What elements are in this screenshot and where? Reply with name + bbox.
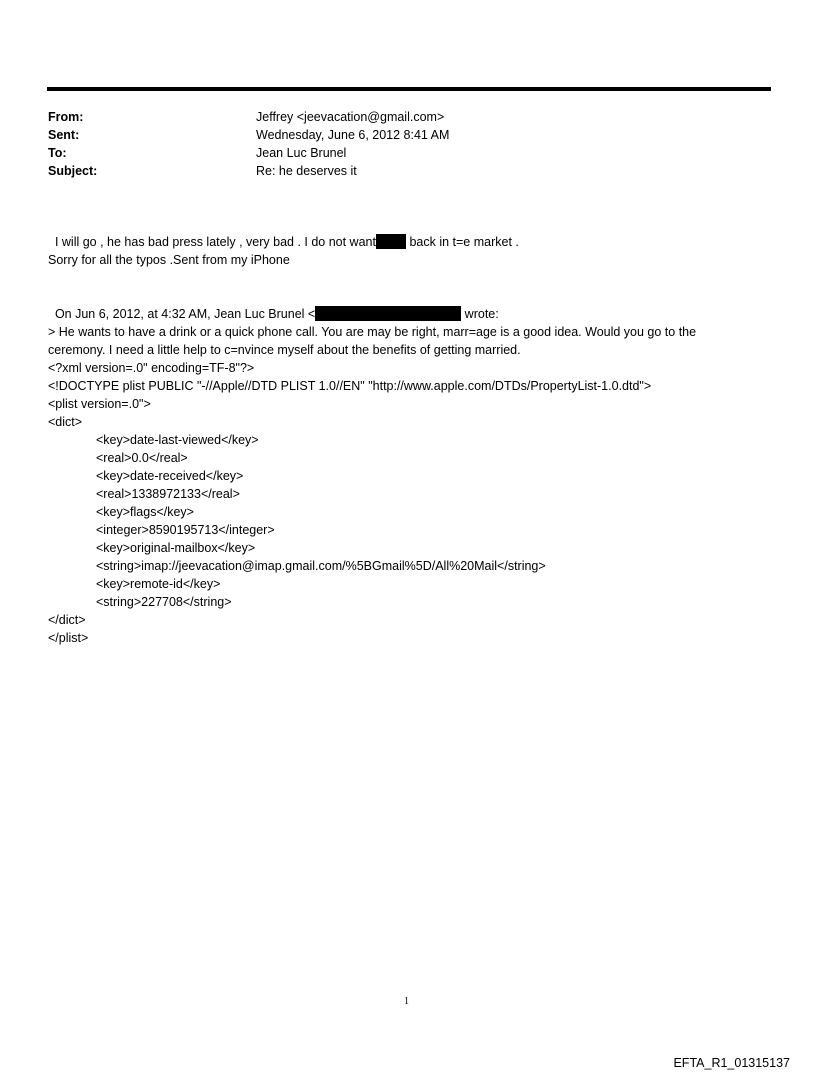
quoted-line-2: ceremony. I need a little help to c=nvince myself about the benefits of getting married. (48, 343, 521, 357)
xml-line: <string>imap://jeevacation@imap.gmail.com/%5BGmail%5D/All%20Mail</string> (96, 559, 546, 573)
xml-line: <?xml version=.0" encoding=TF-8"?> (48, 361, 255, 375)
sent-label: Sent: (48, 128, 80, 142)
to-label: To: (48, 146, 67, 160)
xml-line: </dict> (48, 613, 86, 627)
bates-number: EFTA_R1_01315137 (673, 1056, 790, 1070)
xml-line: </plist> (48, 631, 89, 645)
body-line-1 (48, 215, 519, 251)
header-rule (47, 87, 771, 91)
xml-line: <plist version=.0"> (48, 397, 151, 411)
redaction-box (315, 306, 461, 321)
page-number: 1 (404, 996, 409, 1007)
body-line-1-start: I will go , he has bad press lately , very bad . I do not want (54, 235, 376, 249)
body-line-2: Sorry for all the typos .Sent from my iPhone (48, 253, 290, 267)
quote-attribution-start: On Jun 6, 2012, at 4:32 AM, Jean Luc Brunel < (54, 307, 316, 321)
quoted-line-1: > He wants to have a drink or a quick phone call. You are may be right, marr=age is a good idea. Would you go to the (48, 325, 697, 339)
xml-line: <real>1338972133</real> (96, 487, 240, 501)
from-label: From: (48, 110, 84, 124)
redaction-box (376, 234, 406, 249)
xml-line: <integer>8590195713</integer> (96, 523, 275, 537)
subject-label: Subject: (48, 164, 98, 178)
xml-line: <string>227708</string> (96, 595, 232, 609)
xml-line: <key>flags</key> (96, 505, 194, 519)
sent-value: Wednesday, June 6, 2012 8:41 AM (256, 128, 450, 142)
body-line-1-end: back in t=e market . (405, 235, 519, 249)
xml-line: <key>date-received</key> (96, 469, 244, 483)
quote-attribution (48, 287, 499, 323)
xml-line: <dict> (48, 415, 83, 429)
to-value: Jean Luc Brunel (256, 146, 347, 160)
subject-value: Re: he deserves it (256, 164, 357, 178)
xml-line: <key>original-mailbox</key> (96, 541, 256, 555)
from-value: Jeffrey <jeevacation@gmail.com> (256, 110, 445, 124)
xml-line: <real>0.0</real> (96, 451, 188, 465)
quote-attribution-end: wrote: (461, 307, 499, 321)
xml-line: <key>date-last-viewed</key> (96, 433, 259, 447)
xml-line: <key>remote-id</key> (96, 577, 221, 591)
xml-line: <!DOCTYPE plist PUBLIC "-//Apple//DTD PLIST 1.0//EN" "http://www.apple.com/DTDs/PropertyList-1.0.dtd"> (48, 379, 652, 393)
